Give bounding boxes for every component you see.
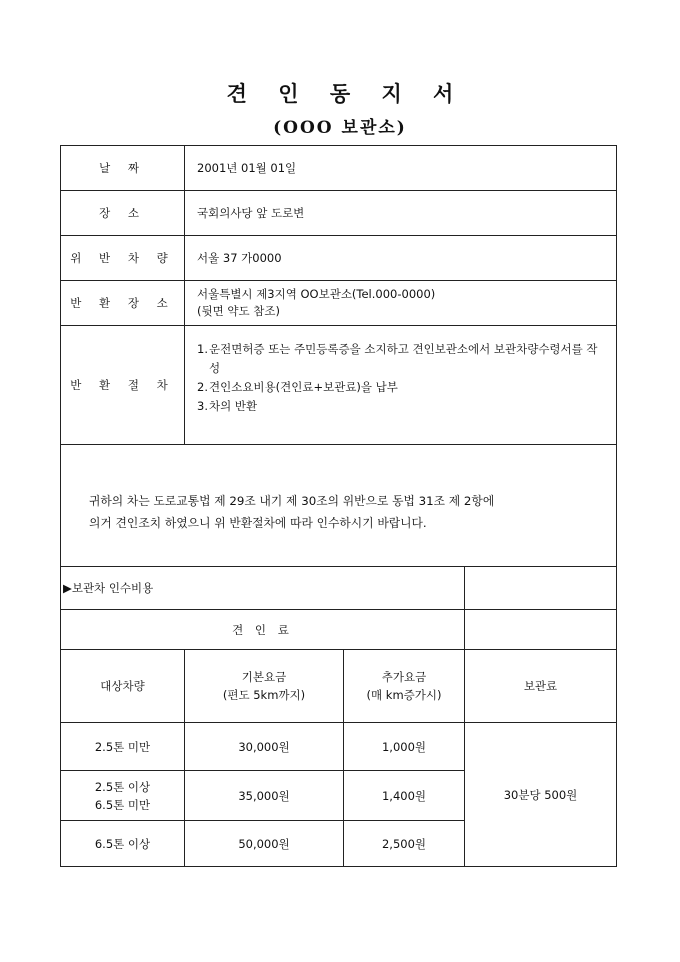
towing-fee-header: 견 인 료: [60, 609, 465, 650]
date-label: 날 짜: [60, 145, 185, 191]
row2-extra-fee: 1,400원: [343, 770, 465, 821]
procedure-list: [184, 325, 617, 445]
storage-fee-value: 30분당 500원: [464, 722, 617, 867]
document-subtitle: (OOO 보관소): [273, 118, 407, 138]
procedure-item-2: 2. 견인소요비용(견인료+보관료)을 납부: [197, 380, 398, 394]
vehicle-value: 서울 37 가0000: [184, 235, 617, 281]
procedure-item-3: 3. 차의 반환: [197, 399, 258, 413]
procedure-label: 반 환 절 차: [60, 325, 185, 445]
row2-base-fee: 35,000원: [184, 770, 344, 821]
row1-extra-fee: 1,000원: [343, 722, 465, 771]
return-place-label: 반 환 장 소: [60, 280, 185, 326]
col-base-header: 기본요금 (편도 5km까지): [184, 649, 344, 723]
col-extra-header: 추가요금 (매 km증가시): [343, 649, 465, 723]
notice-text: [60, 444, 617, 567]
place-value: 국회의사당 앞 도로변: [184, 190, 617, 236]
notice-line2: 의거 견인조치 하였으니 위 반환절차에 따라 인수하시기 바랍니다.: [89, 516, 427, 530]
notice-line1: 귀하의 차는 도로교통법 제 29조 내기 제 30조의 위반으로 동법 31조 제 2항에: [89, 494, 495, 508]
procedure-item-1: 1. 운전면허증 또는 주민등록증을 소지하고 견인보관소에서 보관차량수령서를 작성: [197, 342, 598, 375]
row3-vehicle: 6.5톤 이상: [60, 820, 185, 867]
towing-fee-empty-cell: [464, 609, 617, 650]
place-label: 장 소: [60, 190, 185, 236]
fee-section-title: ▶보관차 인수비용: [60, 566, 465, 610]
vehicle-label: 위 반 차 량: [60, 235, 185, 281]
row1-vehicle: 2.5톤 미만: [60, 722, 185, 771]
document-title: 견 인 동 지 서: [226, 81, 466, 106]
row3-base-fee: 50,000원: [184, 820, 344, 867]
row2-vehicle: 2.5톤 이상 6.5톤 미만: [60, 770, 185, 821]
date-value: 2001년 01월 01일: [184, 145, 617, 191]
col-storage-header: 보관료: [464, 649, 617, 723]
col-vehicle-header: 대상차량: [60, 649, 185, 723]
row1-base-fee: 30,000원: [184, 722, 344, 771]
fee-section-empty-cell: [464, 566, 617, 610]
return-place-line2: (뒷면 약도 참조): [197, 304, 280, 318]
return-place-value: [184, 280, 617, 326]
return-place-line1: 서울특별시 제3지역 OO보관소(Tel.000-0000): [197, 287, 436, 301]
row3-extra-fee: 2,500원: [343, 820, 465, 867]
